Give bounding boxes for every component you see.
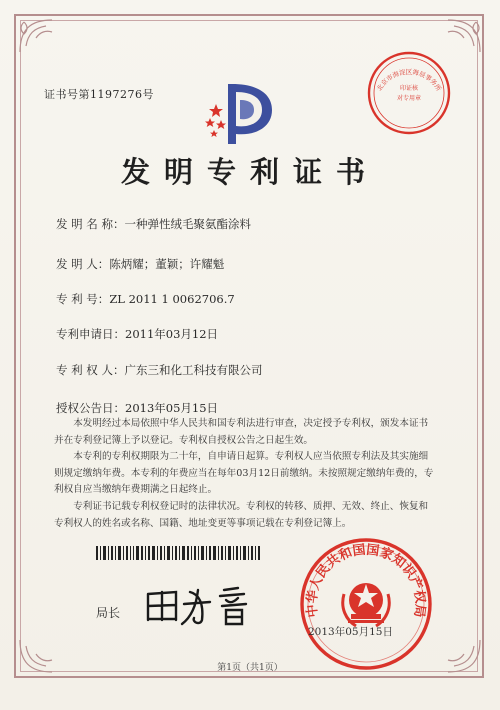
director-signature — [142, 582, 270, 628]
certificate-number: 证书号第1197276号 — [44, 88, 154, 101]
certificate-title: 发明专利证书 — [120, 155, 379, 189]
filing-date-value: 2011年03月12日 — [125, 327, 219, 341]
filing-date-row — [56, 326, 218, 342]
patent-number-row — [56, 291, 235, 307]
official-seal — [296, 534, 436, 674]
body-paragraph-1: 本发明经过本局依照中华人民共和国专利法进行审查，决定授予专利权，颁发本证书并在专利登记簿上予以登记。专利权自授权公告之日起生效。 — [54, 418, 429, 446]
verification-stamp — [366, 50, 452, 136]
svg-text:印证核: 印证核 — [399, 85, 419, 92]
grant-date-label: 授权公告日： — [56, 401, 125, 415]
patentee-value: 广东三和化工科技有限公司 — [124, 363, 263, 377]
inventors-row — [56, 256, 224, 272]
svg-text:中华人民共和国国家知识产权局: 中华人民共和国国家知识产权局 — [304, 542, 428, 619]
body-paragraph-2: 本专利的专利权期限为二十年，自申请日起算。专利权人应当依照专利法及其实施细则规定缴纳年费。本专利的年费应当在每年03月12日前缴纳。未按照规定缴纳年费的，专利权自应当缴纳年费期满之日起终止。 — [54, 451, 434, 496]
patent-number-label: 专 利 号： — [56, 292, 110, 306]
page-number: 第1页（共1页） — [217, 663, 283, 673]
certificate-body — [54, 416, 434, 532]
seal-date: 2013年05月15日 — [308, 626, 393, 638]
director-label: 局长 — [96, 606, 121, 620]
patent-number-value: ZL 2011 1 0062706.7 — [109, 292, 235, 306]
invention-name-row — [56, 216, 251, 232]
cnipa-logo-icon — [202, 74, 280, 152]
svg-text:对专用章: 对专用章 — [396, 95, 422, 102]
inventors-value: 陈炳耀；董颖；许耀魁 — [109, 257, 225, 271]
body-paragraph-3: 专利证书记载专利权登记时的法律状况。专利权的转移、质押、无效、终止、恢复和专利权人的姓名或名称、国籍、地址变更等事项记载在专利登记簿上。 — [54, 500, 429, 529]
invention-name-value: 一种弹性绒毛聚氨酯涂料 — [124, 217, 251, 231]
patentee-row — [56, 362, 262, 378]
grant-date-row — [56, 400, 218, 416]
inventors-label: 发 明 人： — [56, 257, 110, 271]
corner-ornament-top-left — [16, 16, 70, 56]
svg-text:北京市海淀区海辰事务所: 北京市海淀区海辰事务所 — [375, 67, 443, 93]
invention-name-label: 发 明 名 称： — [56, 217, 125, 231]
patentee-label: 专 利 权 人： — [56, 363, 125, 377]
filing-date-label: 专利申请日： — [56, 327, 125, 341]
barcode — [96, 545, 260, 559]
grant-date-value: 2013年05月15日 — [125, 401, 219, 415]
